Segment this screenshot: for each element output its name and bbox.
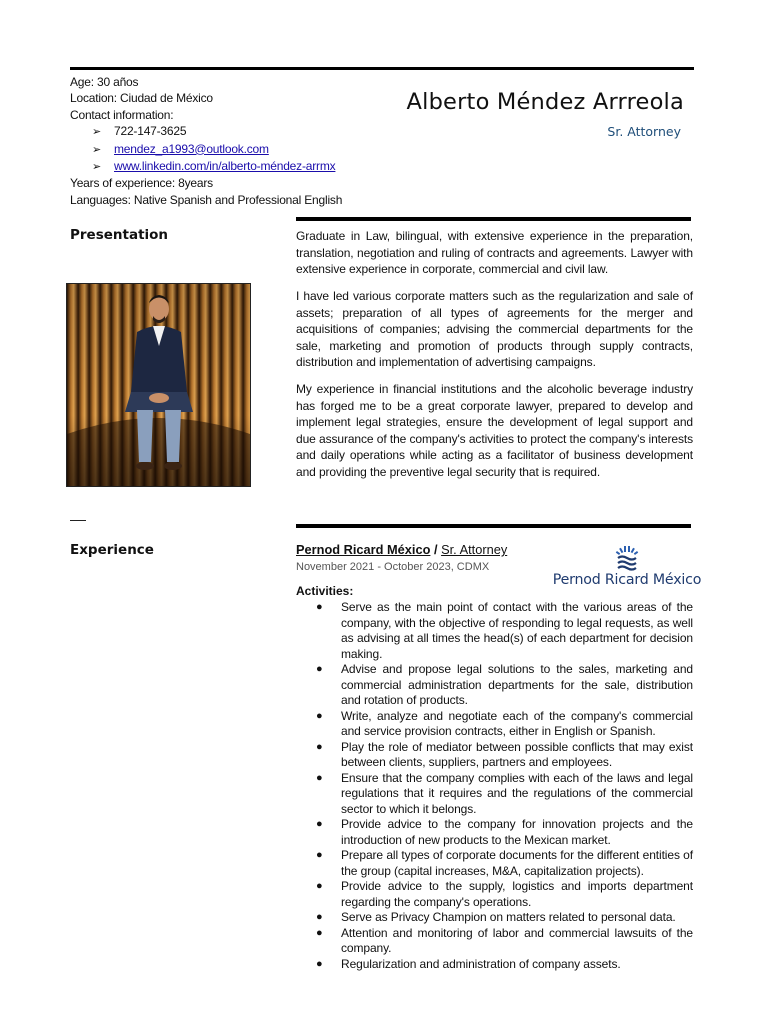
list-item-text: Serve as the main point of contact with the various areas of the company, with the objective of responding to legal requests, as well as advising at all times the head(s) of each department for decision making.: [341, 600, 693, 661]
list-item-text: Serve as Privacy Champion on matters related to personal data.: [341, 910, 676, 924]
list-item: [296, 771, 693, 818]
bullet-icon: ●: [316, 818, 323, 830]
personal-info: [70, 74, 342, 208]
languages-text: Languages: Native Spanish and Professional English: [70, 192, 343, 207]
bullet-icon: ●: [316, 926, 323, 939]
bullet-icon: ●: [316, 709, 323, 722]
contact-linkedin-row: [70, 158, 342, 175]
arrow-bullet-icon: ➢: [92, 126, 102, 139]
contact-email-row: [70, 141, 342, 158]
pernod-ricard-emblem-icon: [546, 545, 708, 573]
company-name: Pernod Ricard México: [296, 542, 431, 557]
presentation-rule: [296, 217, 691, 221]
person-name: Alberto Méndez Arrreola: [406, 89, 684, 115]
list-item: [296, 817, 693, 848]
list-item: [296, 957, 693, 973]
list-item: [296, 600, 693, 662]
contact-phone-row: [70, 123, 342, 140]
bullet-icon: ●: [316, 771, 323, 784]
job-heading: [296, 542, 507, 557]
list-item-text: Regularization and administration of company assets.: [341, 956, 621, 971]
list-item: [296, 662, 693, 709]
person-role: Sr. Attorney: [607, 124, 681, 139]
list-item-text: Write, analyze and negotiate each of the company's commercial and service provision contracts, either in English or Spanish.: [341, 708, 693, 738]
bullet-icon: ●: [316, 911, 323, 923]
list-item-text: Provide advice to the supply, logistics and imports department regarding the company's operations.: [341, 879, 693, 909]
list-item: [296, 879, 693, 910]
list-item: [296, 910, 693, 926]
list-item-text: Play the role of mediator between possible conflicts that may exist between clients, suppliers, partners and employees.: [341, 739, 693, 769]
list-item: [296, 709, 693, 740]
list-item: [296, 848, 693, 879]
list-item-text: Prepare all types of corporate documents for the different entities of the group (capital increases, M&A, capitalization projects).: [341, 848, 693, 878]
profile-photo: [66, 283, 251, 487]
experience-rule: [296, 524, 691, 528]
list-item: [296, 740, 693, 771]
list-item-text: Provide advice to the company for innovation projects and the introduction of new products to the Mexican market.: [341, 817, 693, 847]
bullet-icon: ●: [316, 601, 323, 613]
list-item: [296, 926, 693, 957]
linkedin-link[interactable]: www.linkedin.com/in/alberto-méndez-arrmx: [114, 159, 336, 174]
bullet-icon: ●: [316, 740, 323, 753]
presentation-title: Presentation: [70, 227, 169, 243]
company-logo: [546, 545, 708, 591]
phone-text: 722-147-3625: [114, 124, 187, 139]
bullet-icon: ●: [316, 957, 323, 970]
bullet-icon: ●: [316, 849, 323, 861]
job-title: Sr. Attorney: [441, 542, 508, 557]
contact-label: Contact information:: [70, 107, 174, 122]
location-text: Location: Ciudad de México: [70, 91, 213, 106]
top-rule: [70, 67, 694, 70]
presentation-paragraph: I have led various corporate matters such as the regularization and sale of assets; preparation of all types of agreements for the merger and acquisitions of companies; advising the commercial departments for the sale, marketing and promotion of products through supply contracts, distribution and implementation of advertising campaigns.: [296, 289, 693, 370]
activities-list: [296, 600, 693, 972]
bullet-icon: ●: [316, 880, 323, 892]
list-item-text: Attention and monitoring of labor and commercial lawsuits of the company.: [341, 925, 693, 955]
presentation-paragraph: Graduate in Law, bilingual, with extensive experience in the preparation, translation, negotiation and ruling of contracts and agreements. Lawyer with extensive experience in corporate, commercial and civil law.: [296, 229, 693, 277]
arrow-bullet-icon: ➢: [92, 143, 102, 156]
email-link[interactable]: mendez_a1993@outlook.com: [114, 141, 269, 156]
list-item-text: Advise and propose legal solutions to the sales, marketing and commercial administration departments for the sale, distribution and rotation of products.: [341, 662, 693, 707]
experience-title: Experience: [70, 542, 154, 558]
age-text: Age: 30 años: [70, 75, 139, 89]
list-item-text: Ensure that the company complies with each of the laws and legal regulations that it requires and the regulations of the commercial sector to which it belongs.: [341, 770, 693, 816]
presentation-paragraph: My experience in financial institutions and the alcoholic beverage industry has forged me to be a great corporate lawyer, prepared to develop and implement legal strategies, ensure the development of legal support and due assurance of the company's activities to protect the company's interests and daily operations while acting as a facilitator of business development and providing the preventive legal security that is required.: [296, 382, 693, 479]
bullet-icon: ●: [316, 663, 323, 675]
separator-dash: [70, 520, 86, 521]
activities-label: Activities:: [296, 584, 354, 598]
job-dates-location: November 2021 - October 2023, CDMX: [296, 561, 490, 573]
heading-separator: /: [430, 542, 442, 557]
logo-wordmark: Pernod Ricard México: [552, 572, 702, 588]
experience-years-text: Years of experience: 8years: [70, 176, 213, 191]
arrow-bullet-icon: ➢: [92, 161, 102, 174]
